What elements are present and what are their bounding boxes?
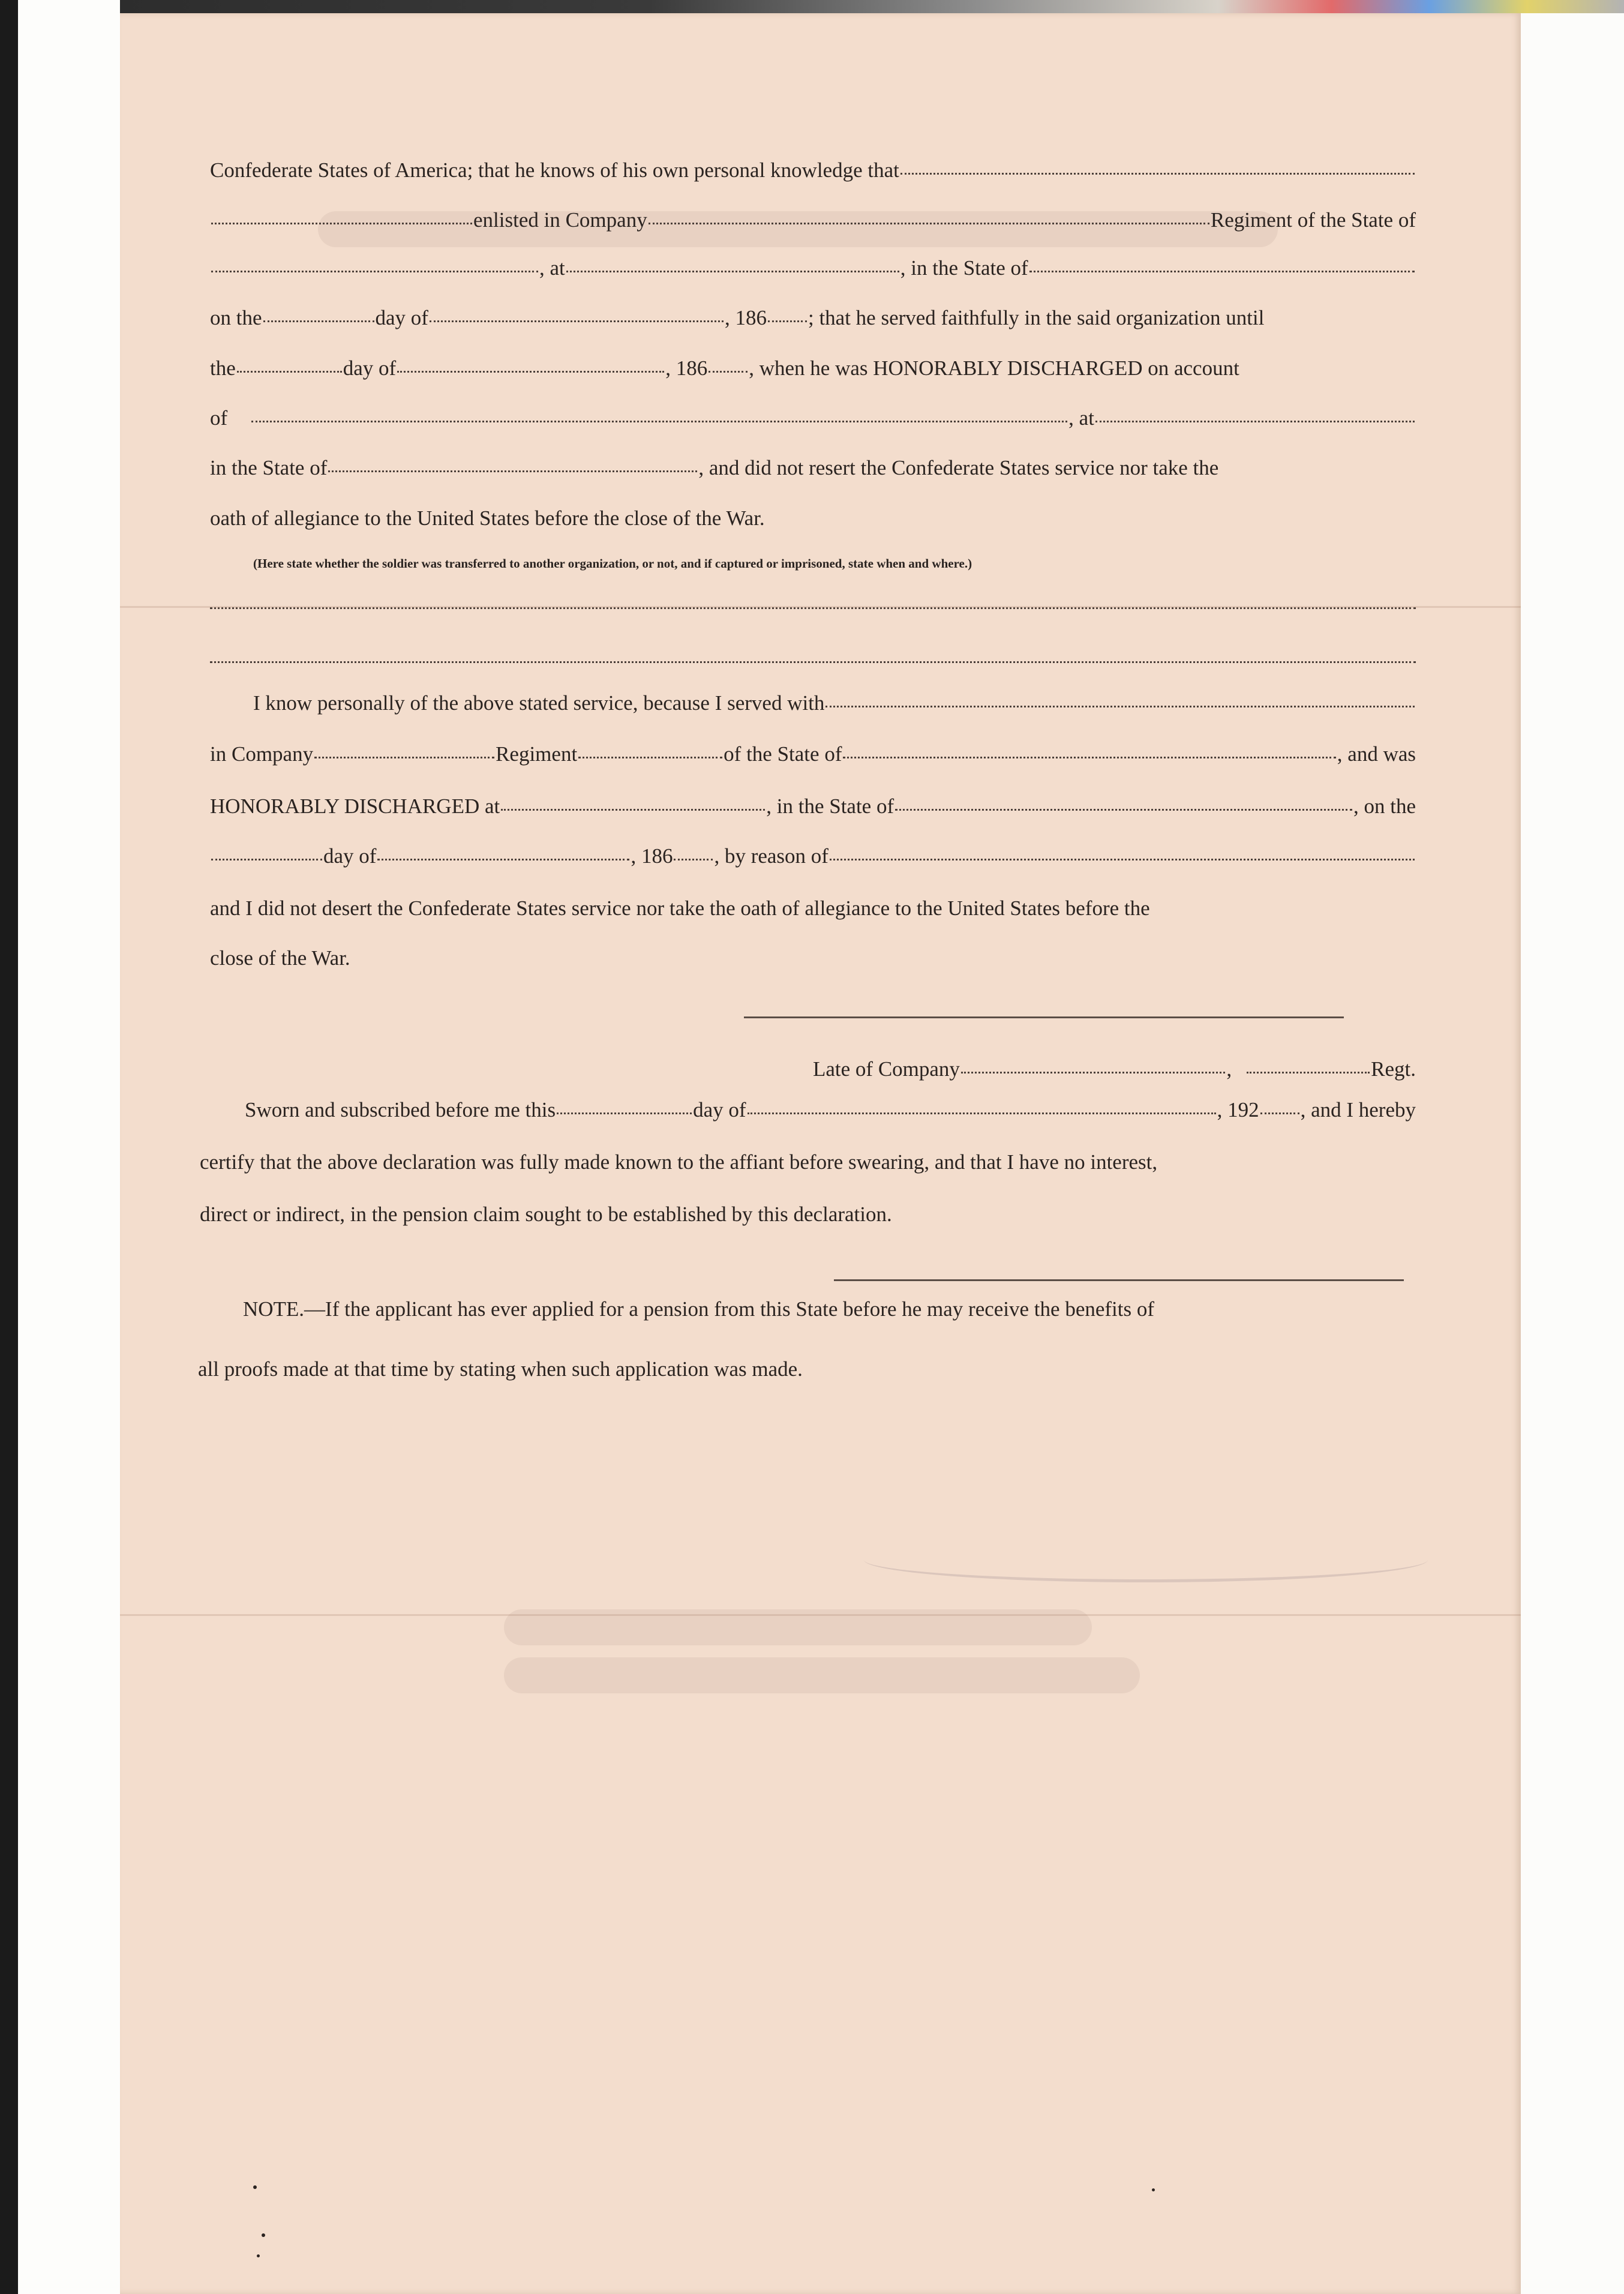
para1-line8 [210,506,765,530]
blank-field-reason[interactable] [251,419,1067,422]
text-served: ; that he served faithfully in the said organization until [808,306,1265,329]
blank-field-month[interactable] [397,370,664,373]
blank-field-year[interactable] [709,370,748,373]
text-regiment-state: Regiment of the State of [1210,208,1416,232]
sworn-line2 [200,1150,1157,1174]
speck [262,2233,265,2237]
blank-field[interactable] [900,172,1415,175]
text-close-of-war: close of the War. [210,946,350,970]
note-line2 [198,1357,803,1381]
para1-line6 [210,406,1416,430]
text-regt: Regt. [1371,1057,1416,1081]
text-on-the: on the [210,306,262,329]
text-note-cont: all proofs made at that time by stating when such application was made. [198,1357,803,1381]
text-of-state-of: of the State of [724,742,842,766]
text-oath: oath of allegiance to the United States before the close of the War. [210,506,765,530]
text-day-of: day of [343,356,397,380]
text-comma: , [1226,1057,1232,1081]
para1-line3 [210,256,1416,280]
para2-line5 [210,896,1150,920]
speck [257,2254,260,2257]
blank-field-place[interactable] [501,808,765,811]
text-direct-indirect: direct or indirect, in the pension claim sought to be established by this declaration. [200,1203,892,1226]
blank-field-regiment[interactable] [578,755,722,758]
bleed-through-heading-2 [504,1657,1140,1693]
para2-line6 [210,946,350,970]
blank-field-month[interactable] [430,319,724,322]
blank-line-remarks-2[interactable] [210,661,1416,663]
text-did-not-desert: and I did not desert the Confederate States service nor take the oath of allegiance to the United States before the [210,896,1150,920]
blank-field-name[interactable] [211,221,472,224]
text-year-prefix: , 186 [665,356,708,380]
scan-background-right [1521,13,1624,2294]
text-on-the: , on the [1353,794,1416,818]
late-of-company-line [813,1057,1416,1081]
text-note: NOTE.—If the applicant has ever applied for a pension from this State before he may receive the benefits of [243,1297,1155,1321]
blank-field-year[interactable] [768,319,807,322]
blank-field-year[interactable] [674,857,713,860]
text-day-of: day of [693,1098,746,1121]
blank-field-state[interactable] [895,808,1352,811]
blank-field-day[interactable] [211,857,322,860]
text-served-with: I know personally of the above stated service, because I served with [253,691,825,715]
text-of: of [210,406,228,430]
text-late-of-company: Late of Company [813,1057,960,1081]
bleed-through-scribble [864,1537,1428,1582]
blank-field-month[interactable] [377,857,629,860]
para2-line3 [210,794,1416,818]
blank-field-reason[interactable] [830,857,1415,860]
sworn-line3 [200,1203,892,1227]
blank-field-place[interactable] [566,269,899,272]
para2-line2 [210,742,1416,766]
speck [253,2185,257,2189]
para1-line1 [210,158,1416,182]
text-hereby: , and I hereby [1300,1098,1416,1121]
text-in-state-of: , in the State of [766,794,894,818]
text-discharged: , when he was HONORABLY DISCHARGED on account [749,356,1239,380]
document-page [120,13,1521,2294]
text-enlisted: enlisted in Company [473,208,647,232]
para1-line2 [210,208,1416,232]
instruction-note: (Here state whether the soldier was transferred to another organization, or not, and if captured or imprisoned, state when and where.) [253,556,972,571]
paper-fold [120,1614,1521,1616]
blank-field-regiment[interactable] [1247,1070,1370,1073]
blank-field-month[interactable] [748,1111,1216,1114]
text-regiment: Regiment [496,742,578,766]
para1-line4 [210,306,1416,330]
text-and-was: , and was [1337,742,1416,766]
blank-field-year[interactable] [1260,1111,1299,1114]
text-did-not-desert: , and did not resert the Confederate States service nor take the [698,456,1219,479]
officer-signature-line[interactable] [834,1279,1404,1281]
text-day-of: day of [323,844,377,868]
text-at: , at [539,256,565,280]
para1-line5 [210,356,1416,380]
blank-field-day[interactable] [263,319,374,322]
scanner-color-strip [0,0,1624,13]
note-line1 [243,1297,1154,1321]
text-sworn: Sworn and subscribed before me this [245,1098,556,1121]
blank-field-comrade[interactable] [825,704,1415,707]
paper-fold [120,606,1521,608]
text-year-prefix: , 186 [724,306,767,329]
para1-line1-text: Confederate States of America; that he knows of his own personal knowledge that [210,158,899,182]
blank-field-state[interactable] [328,469,697,472]
blank-field-state[interactable] [843,755,1335,758]
text-in-company: in Company [210,742,314,766]
text-certify: certify that the above declaration was fully made known to the affiant before swearing, and that I have no interest, [200,1150,1158,1174]
scanner-border [0,0,18,2294]
text-in-state-of: in the State of [210,456,328,479]
blank-field-company[interactable] [649,221,1209,224]
affiant-signature-line[interactable] [744,1016,1344,1018]
blank-field-company[interactable] [961,1070,1225,1073]
para1-line7 [210,456,1416,480]
blank-field-place[interactable] [1095,419,1415,422]
para2-line1 [253,691,1416,715]
text-day-of: day of [375,306,428,329]
text-by-reason-of: , by reason of [714,844,828,868]
text-year-prefix: , 192 [1217,1098,1259,1121]
scan-background [18,0,120,2294]
sworn-line1 [245,1098,1416,1122]
text-honorably-discharged-at: HONORABLY DISCHARGED at [210,794,500,818]
text-the: the [210,356,236,380]
blank-field-day[interactable] [557,1111,692,1114]
blank-field-state[interactable] [1029,269,1415,272]
blank-field-company[interactable] [314,755,494,758]
text-year-prefix: , 186 [631,844,673,868]
text-at: , at [1068,406,1094,430]
para2-line4 [210,844,1416,868]
blank-field-regiment[interactable] [211,269,538,272]
blank-field-day[interactable] [237,370,342,373]
speck [1152,2188,1155,2191]
text-state-of: , in the State of [900,256,1028,280]
